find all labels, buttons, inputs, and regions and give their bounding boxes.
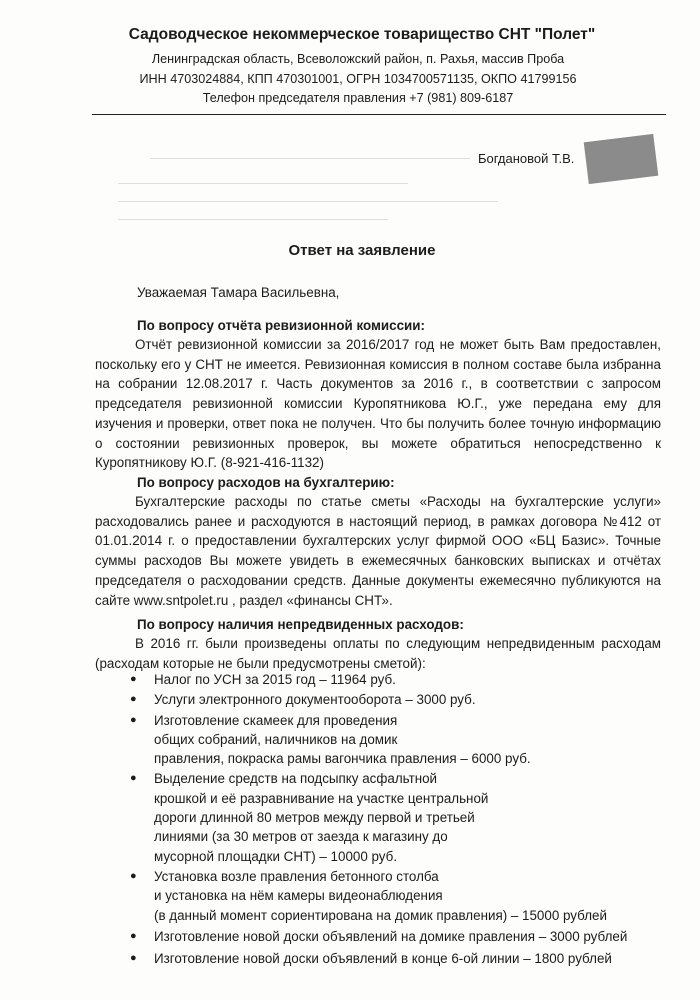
section-text-unforeseen-body: В 2016 гг. были произведены оплаты по следующим непредвиденным расходам (расходам которые не были предусмотрены сметой): (95, 636, 661, 671)
section-text-audit-body: Отчёт ревизионной комиссии за 2016/2017 год не может быть Вам предоставлен, поскольку его у СНТ не имеется. Ревизионная комиссия в полном составе была избранна на собрании 12.08.2017 г. Часть документов за 2016 г., в соответствии с запросом председателя ревизионной комиссии Куропятникова Ю.Г., уже передана ему для изучения и проверки, ответ пока не получен. Что бы получить более точную информацию о состоянии ревизионных проверок, вы можете обратиться непосредственно к Куропятникову Ю.Г. (8-921-416-1132) (95, 337, 661, 471)
bleed-through-line (150, 158, 470, 159)
addressee: Богдановой Т.В. (478, 151, 575, 166)
section-text-audit (95, 335, 661, 473)
section-text-unforeseen (95, 634, 661, 673)
bleed-through-line (118, 183, 408, 184)
bleed-through-line (118, 219, 388, 220)
section-heading-audit: По вопросу отчёта ревизионной комиссии: (137, 318, 425, 333)
org-phone: Телефон председателя правления +7 (981) 809-6187 (202, 91, 514, 105)
list-item: ● Услуги электронного документооборота – 3000 руб. (130, 690, 627, 709)
list-item: ● Налог по УСН за 2015 год – 11964 руб. (130, 670, 627, 689)
org-codes: ИНН 4703024884, КПП 470301001, ОГРН 1034700571135, ОКПО 41799156 (139, 72, 577, 86)
org-address: Ленинградская область, Всеволожский район, п. Рахья, массив Проба (151, 52, 565, 66)
expense-list (130, 670, 627, 968)
redaction-box (584, 134, 659, 184)
section-text-accounting (95, 492, 661, 610)
list-item: ● Изготовление скамеек для проведения общих собраний, наличников на домик правления, покраска рамы вагончика правления – 6000 руб. (130, 711, 627, 769)
bleed-through-line (118, 201, 498, 202)
list-item: ● Установка возле правления бетонного столба и установка на нём камеры видеонаблюдения (в данный момент сориентирована на домик правления) – 15000 рублей (130, 867, 627, 925)
list-item: ● Выделение средств на подсыпку асфальтной крошкой и её разравнивание на участке центральной дороги длинной 80 метров между первой и третьей линиями (за 30 метров от заезда к магазину до мусорной площадки СНТ) – 10000 руб. (130, 769, 627, 865)
list-item: ● Изготовление новой доски объявлений в конце 6-ой линии – 1800 рублей (130, 949, 627, 968)
list-item: ● Изготовление новой доски объявлений на домике правления – 3000 рублей (130, 927, 627, 946)
org-name: Садоводческое некоммерческое товарищество СНТ "Полет" (128, 26, 596, 43)
document-title: Ответ на заявление (288, 242, 436, 259)
header-divider (92, 114, 666, 115)
section-text-accounting-body: Бухгалтерские расходы по статье сметы «Расходы на бухгалтерские услуги» расходовались ранее и расходуются в настоящий период, в рамках договора №412 от 01.01.2014 г. о предоставлении бухгалтерских услуг фирмой ООО «БЦ Базис». Точные суммы расходов Вы можете увидеть в ежемесячных банковских выписках и отчётах председателя о расходовании средств. Данные документы ежемесячно публикуются на сайте www.sntpolet.ru , раздел «финансы СНТ». (95, 494, 661, 608)
greeting: Уважаемая Тамара Васильевна, (137, 285, 340, 300)
section-heading-unforeseen: По вопросу наличия непредвиденных расходов: (137, 617, 464, 632)
section-heading-accounting: По вопросу расходов на бухгалтерию: (137, 475, 395, 490)
